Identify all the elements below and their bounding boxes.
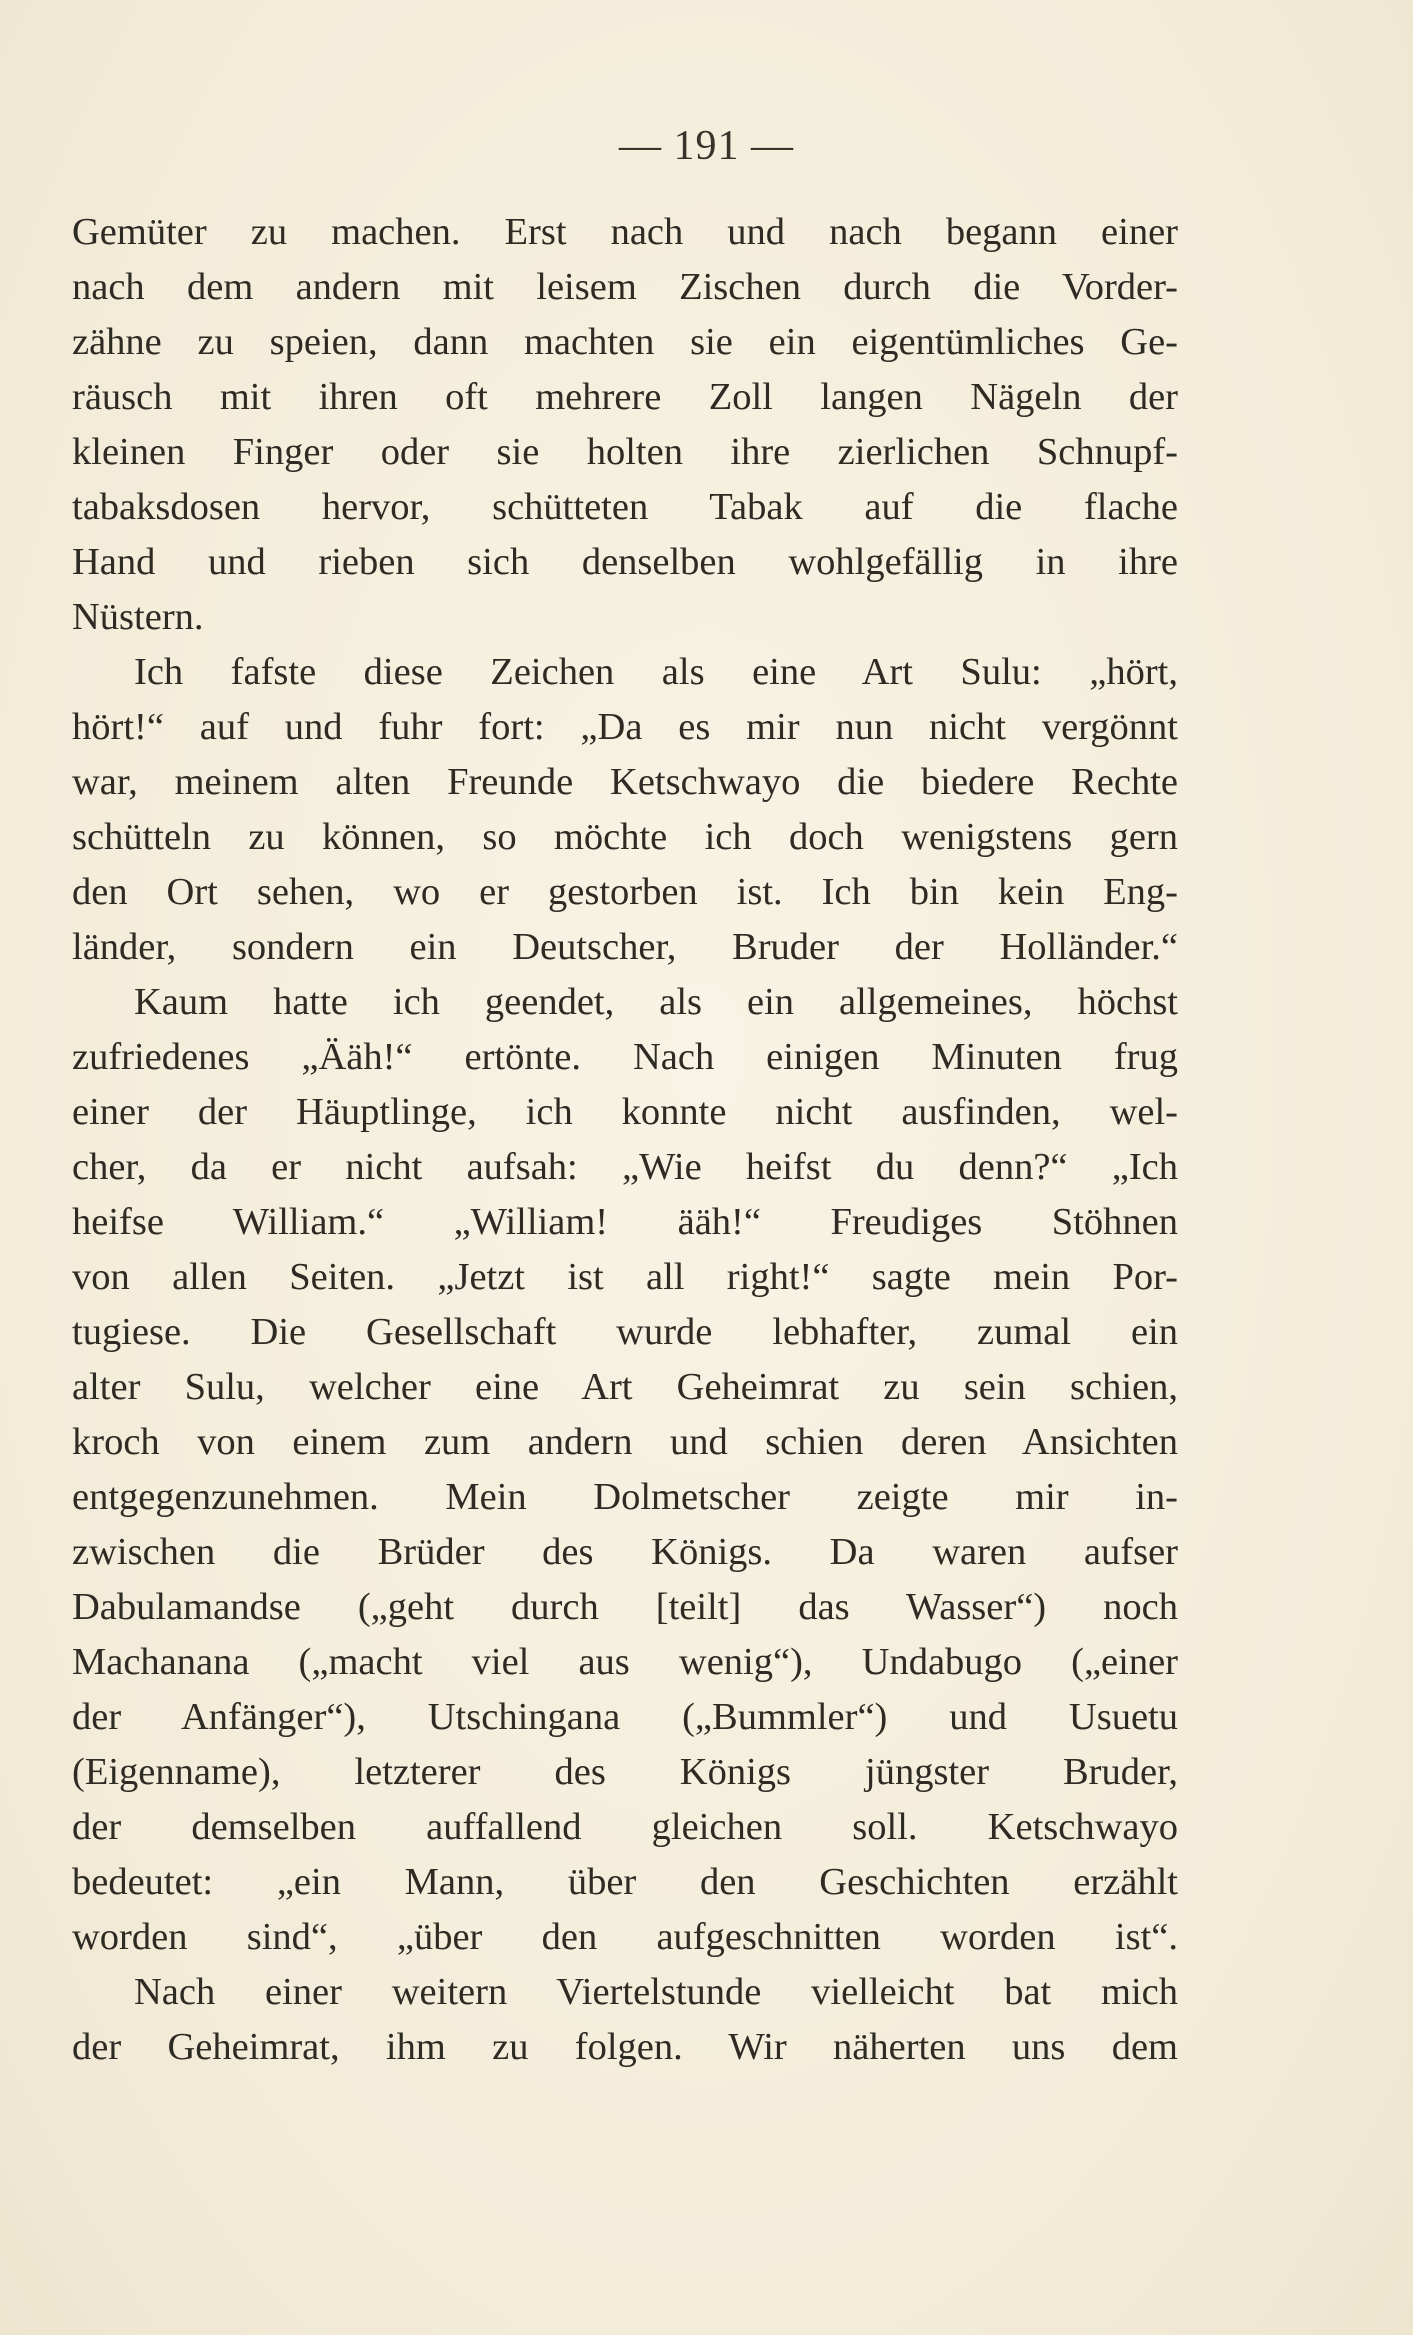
text-line: Hand und rieben sich denselben wohlgefällig in ihre (72, 541, 1178, 583)
text-line: Nüstern. (72, 596, 204, 638)
text-line: räusch mit ihren oft mehrere Zoll langen Nägeln der (72, 376, 1178, 418)
text-line: kleinen Finger oder sie holten ihre zierlichen Schnupf- (72, 431, 1178, 473)
text-line: schütteln zu können, so möchte ich doch wenigstens gern (72, 816, 1178, 858)
text-line: Ich fafste diese Zeichen als eine Art Sulu: „hört, (134, 651, 1178, 693)
text-line: einer der Häuptlinge, ich konnte nicht ausfinden, wel- (72, 1091, 1178, 1133)
text-line: der Anfänger“), Utschingana („Bummler“) und Usuetu (72, 1696, 1178, 1738)
text-line: zufriedenes „Ääh!“ ertönte. Nach einigen Minuten frug (72, 1036, 1178, 1078)
text-line: der Geheimrat, ihm zu folgen. Wir näherten uns dem (72, 2026, 1178, 2068)
text-line: länder, sondern ein Deutscher, Bruder der Holländer.“ (72, 926, 1178, 968)
text-line: hört!“ auf und fuhr fort: „Da es mir nun nicht vergönnt (72, 706, 1178, 748)
body-text (72, 205, 1178, 2075)
text-line: zähne zu speien, dann machten sie ein eigentümliches Ge- (72, 321, 1178, 363)
text-line: Nach einer weitern Viertelstunde vielleicht bat mich (134, 1971, 1178, 2013)
text-line: bedeutet: „ein Mann, über den Geschichten erzählt (72, 1861, 1178, 1903)
text-line: Gemüter zu machen. Erst nach und nach begann einer (72, 211, 1178, 253)
text-line: von allen Seiten. „Jetzt ist all right!“ sagte mein Por- (72, 1256, 1178, 1298)
page-number: — 191 — (619, 123, 794, 169)
text-line: nach dem andern mit leisem Zischen durch die Vorder- (72, 266, 1178, 308)
text-line: entgegenzunehmen. Mein Dolmetscher zeigte mir in- (72, 1476, 1178, 1518)
text-line: der demselben auffallend gleichen soll. Ketschwayo (72, 1806, 1178, 1848)
text-line: zwischen die Brüder des Königs. Da waren aufser (72, 1531, 1178, 1573)
text-line: heifse William.“ „William! ääh!“ Freudiges Stöhnen (72, 1201, 1178, 1243)
text-line: Kaum hatte ich geendet, als ein allgemeines, höchst (134, 981, 1178, 1023)
text-line: worden sind“, „über den aufgeschnitten worden ist“. (72, 1916, 1178, 1958)
text-line: (Eigenname), letzterer des Königs jüngster Bruder, (72, 1751, 1178, 1793)
text-line: Machanana („macht viel aus wenig“), Undabugo („einer (72, 1641, 1178, 1683)
text-line: kroch von einem zum andern und schien deren Ansichten (72, 1421, 1178, 1463)
text-line: cher, da er nicht aufsah: „Wie heifst du denn?“ „Ich (72, 1146, 1178, 1188)
text-line: Dabulamandse („geht durch [teilt] das Wasser“) noch (72, 1586, 1178, 1628)
text-line: tabaksdosen hervor, schütteten Tabak auf die flache (72, 486, 1178, 528)
text-line: tugiese. Die Gesellschaft wurde lebhafter, zumal ein (72, 1311, 1178, 1353)
text-line: war, meinem alten Freunde Ketschwayo die biedere Rechte (72, 761, 1178, 803)
text-line: alter Sulu, welcher eine Art Geheimrat zu sein schien, (72, 1366, 1178, 1408)
text-line: den Ort sehen, wo er gestorben ist. Ich bin kein Eng- (72, 871, 1178, 913)
